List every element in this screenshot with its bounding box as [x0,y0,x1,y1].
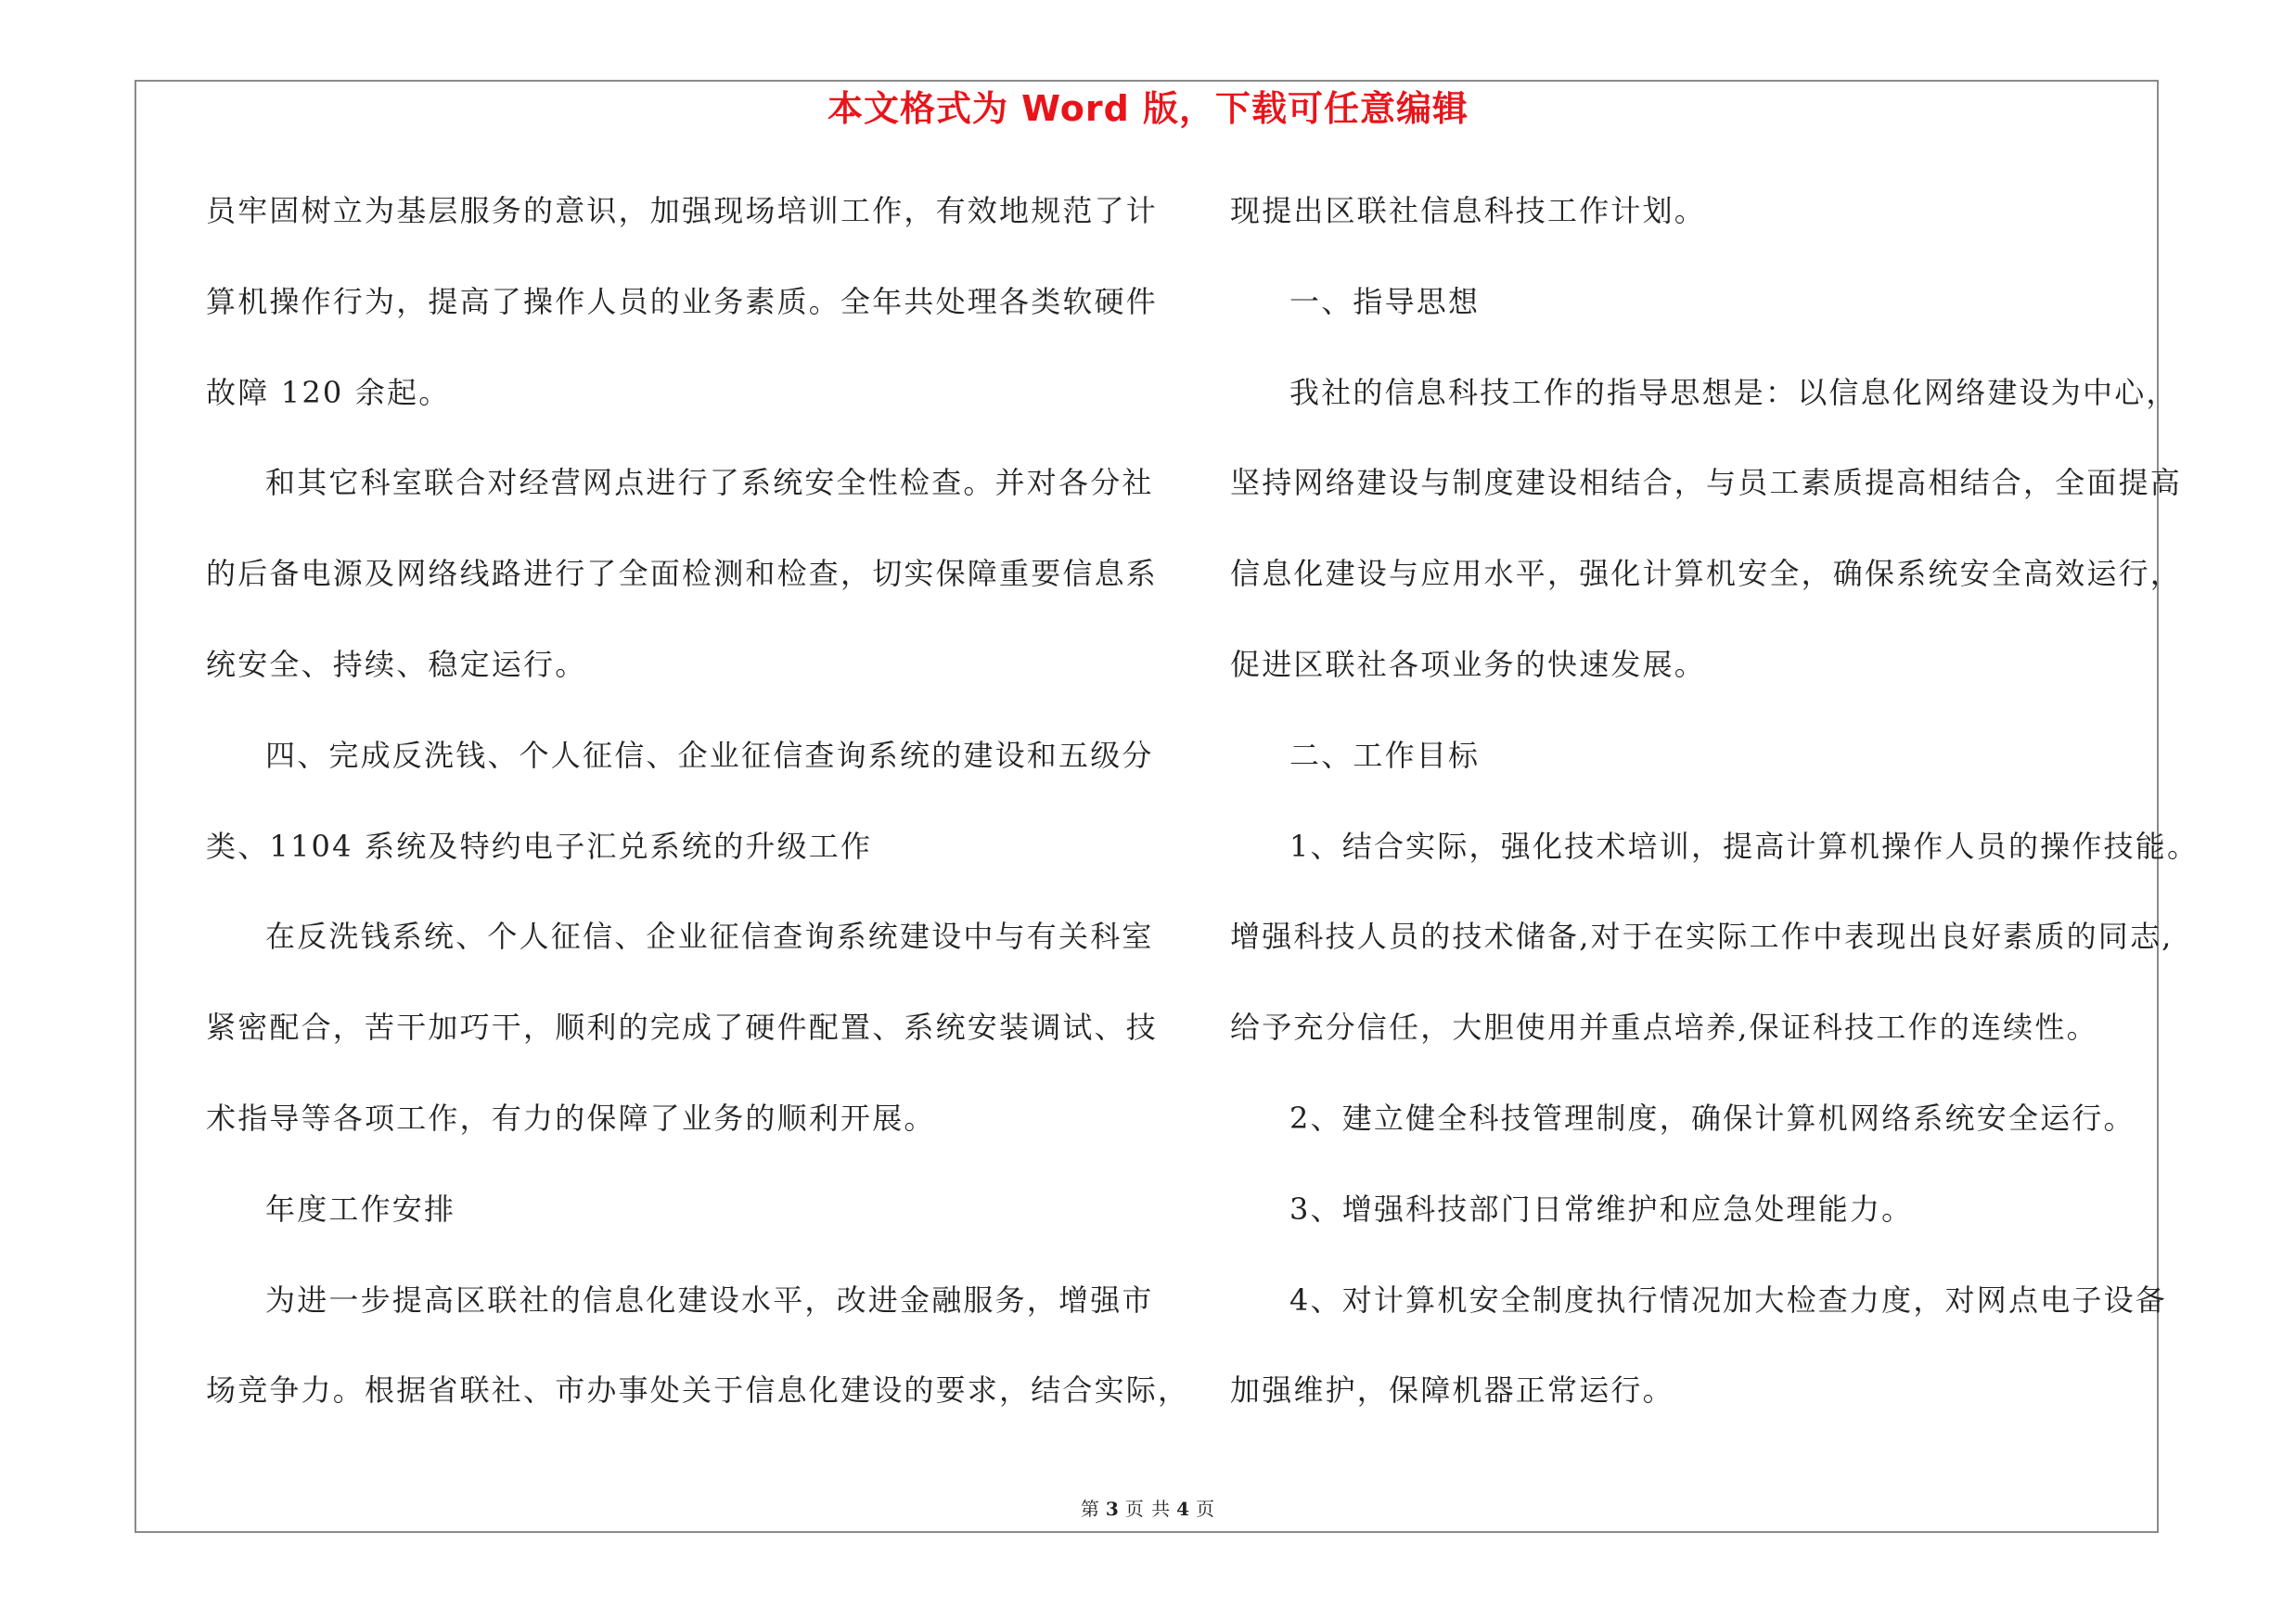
text-line: 加强维护，保障机器正常运行。 [1230,1372,1674,1409]
text-line: 1、结合实际，强化技术培训，提高计算机操作人员的操作技能。 [1289,828,2200,864]
footer-prefix: 第 [1080,1498,1100,1520]
text-line: 和其它科室联合对经营网点进行了系统安全性检查。并对各分社 [265,465,1154,501]
text-line: 2、建立健全科技管理制度，确保计算机网络系统安全运行。 [1289,1100,2136,1136]
text-line: 故障 120 余起。 [206,374,451,410]
text-line: 算机操作行为，提高了操作人员的业务素质。全年共处理各类软硬件 [206,283,1159,319]
section-heading: 一、指导思想 [1289,283,1481,319]
text-line: 信息化建设与应用水平，强化计算机安全，确保系统安全高效运行， [1230,556,2183,592]
text-line: 术指导等各项工作，有力的保障了业务的顺利开展。 [206,1100,936,1136]
text-line: 现提出区联社信息科技工作计划。 [1230,193,1707,228]
current-page-number: 3 [1105,1498,1120,1520]
section-heading: 年度工作安排 [265,1191,456,1227]
section-heading: 类、1104 系统及特约电子汇兑系统的升级工作 [206,828,873,864]
text-line: 为进一步提高区联社的信息化建设水平，改进金融服务，增强市 [265,1282,1154,1318]
text-line: 3、增强科技部门日常维护和应急处理能力。 [1289,1191,1914,1227]
text-line: 在反洗钱系统、个人征信、企业征信查询系统建设中与有关科室 [265,919,1154,955]
section-heading: 四、完成反洗钱、个人征信、企业征信查询系统的建设和五级分 [265,737,1154,773]
footer-suffix: 页 [1196,1498,1216,1520]
page-footer [0,1494,2296,1521]
text-line: 的后备电源及网络线路进行了全面检测和检查，切实保障重要信息系 [206,556,1159,592]
text-line: 促进区联社各项业务的快速发展。 [1230,646,1707,682]
text-line: 员牢固树立为基层服务的意识，加强现场培训工作，有效地规范了计 [206,193,1159,228]
right-text-column [1230,182,2200,1452]
total-pages-number: 4 [1176,1498,1191,1520]
footer-middle: 页 共 [1124,1498,1172,1520]
text-line: 增强科技人员的技术储备,对于在实际工作中表现出良好素质的同志, [1230,919,2174,955]
text-line: 紧密配合，苦干加巧干，顺利的完成了硬件配置、系统安装调试、技 [206,1010,1159,1046]
section-heading: 二、工作目标 [1289,737,1481,773]
text-line: 坚持网络建设与制度建设相结合，与员工素质提高相结合，全面提高 [1230,465,2183,501]
text-line: 我社的信息科技工作的指导思想是：以信息化网络建设为中心， [1289,374,2178,410]
text-line: 给予充分信任，大胆使用并重点培养,保证科技工作的连续性。 [1230,1010,2098,1046]
left-text-column [206,182,1190,1452]
text-line: 统安全、持续、稳定运行。 [206,646,587,682]
text-line: 4、对计算机安全制度执行情况加大检查力度，对网点电子设备 [1289,1282,2167,1318]
word-format-banner: 本文格式为 Word 版，下载可任意编辑 [827,88,1469,129]
text-line: 场竞争力。根据省联社、市办事处关于信息化建设的要求，结合实际， [206,1372,1190,1409]
